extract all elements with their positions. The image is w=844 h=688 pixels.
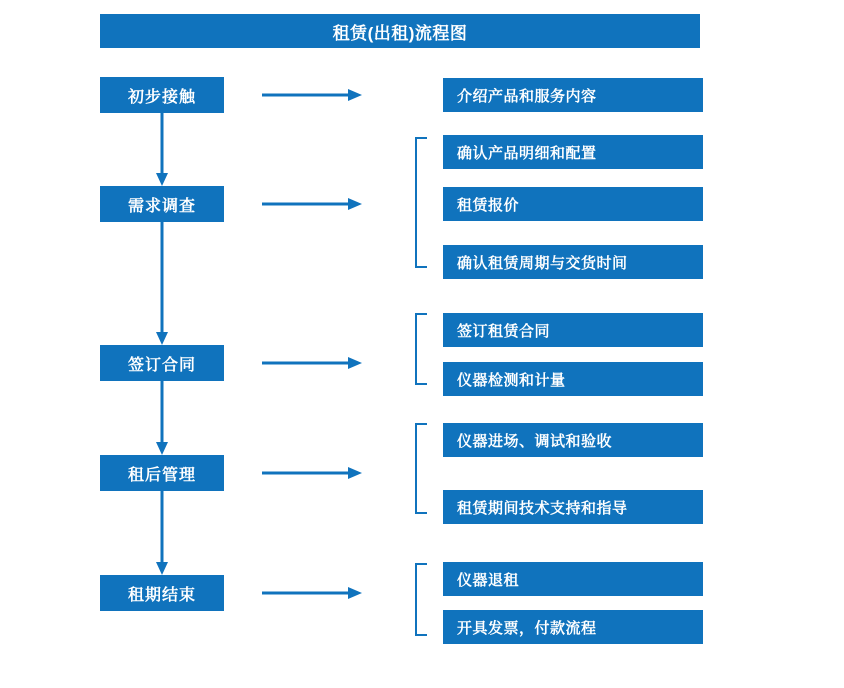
bracket-connector-icon-3 <box>415 313 427 385</box>
detail-box-4[interactable]: 确认租赁周期与交货时间 <box>443 245 703 279</box>
stage-box-3[interactable]: 签订合同 <box>100 345 224 381</box>
stage-box-4[interactable]: 租后管理 <box>100 455 224 491</box>
arrow-down-icon-3 <box>156 381 168 455</box>
arrow-right-icon-2 <box>262 198 362 210</box>
stage-box-2[interactable]: 需求调查 <box>100 186 224 222</box>
bracket-connector-icon-4 <box>415 423 427 514</box>
arrow-right-icon-1 <box>262 89 362 101</box>
arrow-down-icon-1 <box>156 113 168 186</box>
arrow-right-icon-5 <box>262 587 362 599</box>
detail-box-8[interactable]: 租赁期间技术支持和指导 <box>443 490 703 524</box>
page-title: 租赁(出租)流程图 <box>100 14 700 48</box>
detail-box-2[interactable]: 确认产品明细和配置 <box>443 135 703 169</box>
detail-box-9[interactable]: 仪器退租 <box>443 562 703 596</box>
detail-box-5[interactable]: 签订租赁合同 <box>443 313 703 347</box>
stage-box-5[interactable]: 租期结束 <box>100 575 224 611</box>
detail-box-6[interactable]: 仪器检测和计量 <box>443 362 703 396</box>
arrow-right-icon-4 <box>262 467 362 479</box>
detail-box-7[interactable]: 仪器进场、调试和验收 <box>443 423 703 457</box>
arrow-right-icon-3 <box>262 357 362 369</box>
detail-box-10[interactable]: 开具发票，付款流程 <box>443 610 703 644</box>
detail-box-1[interactable]: 介绍产品和服务内容 <box>443 78 703 112</box>
bracket-connector-icon-2 <box>415 137 427 268</box>
bracket-connector-icon-5 <box>415 563 427 636</box>
detail-box-3[interactable]: 租赁报价 <box>443 187 703 221</box>
arrow-down-icon-2 <box>156 222 168 345</box>
stage-box-1[interactable]: 初步接触 <box>100 77 224 113</box>
arrow-down-icon-4 <box>156 491 168 575</box>
